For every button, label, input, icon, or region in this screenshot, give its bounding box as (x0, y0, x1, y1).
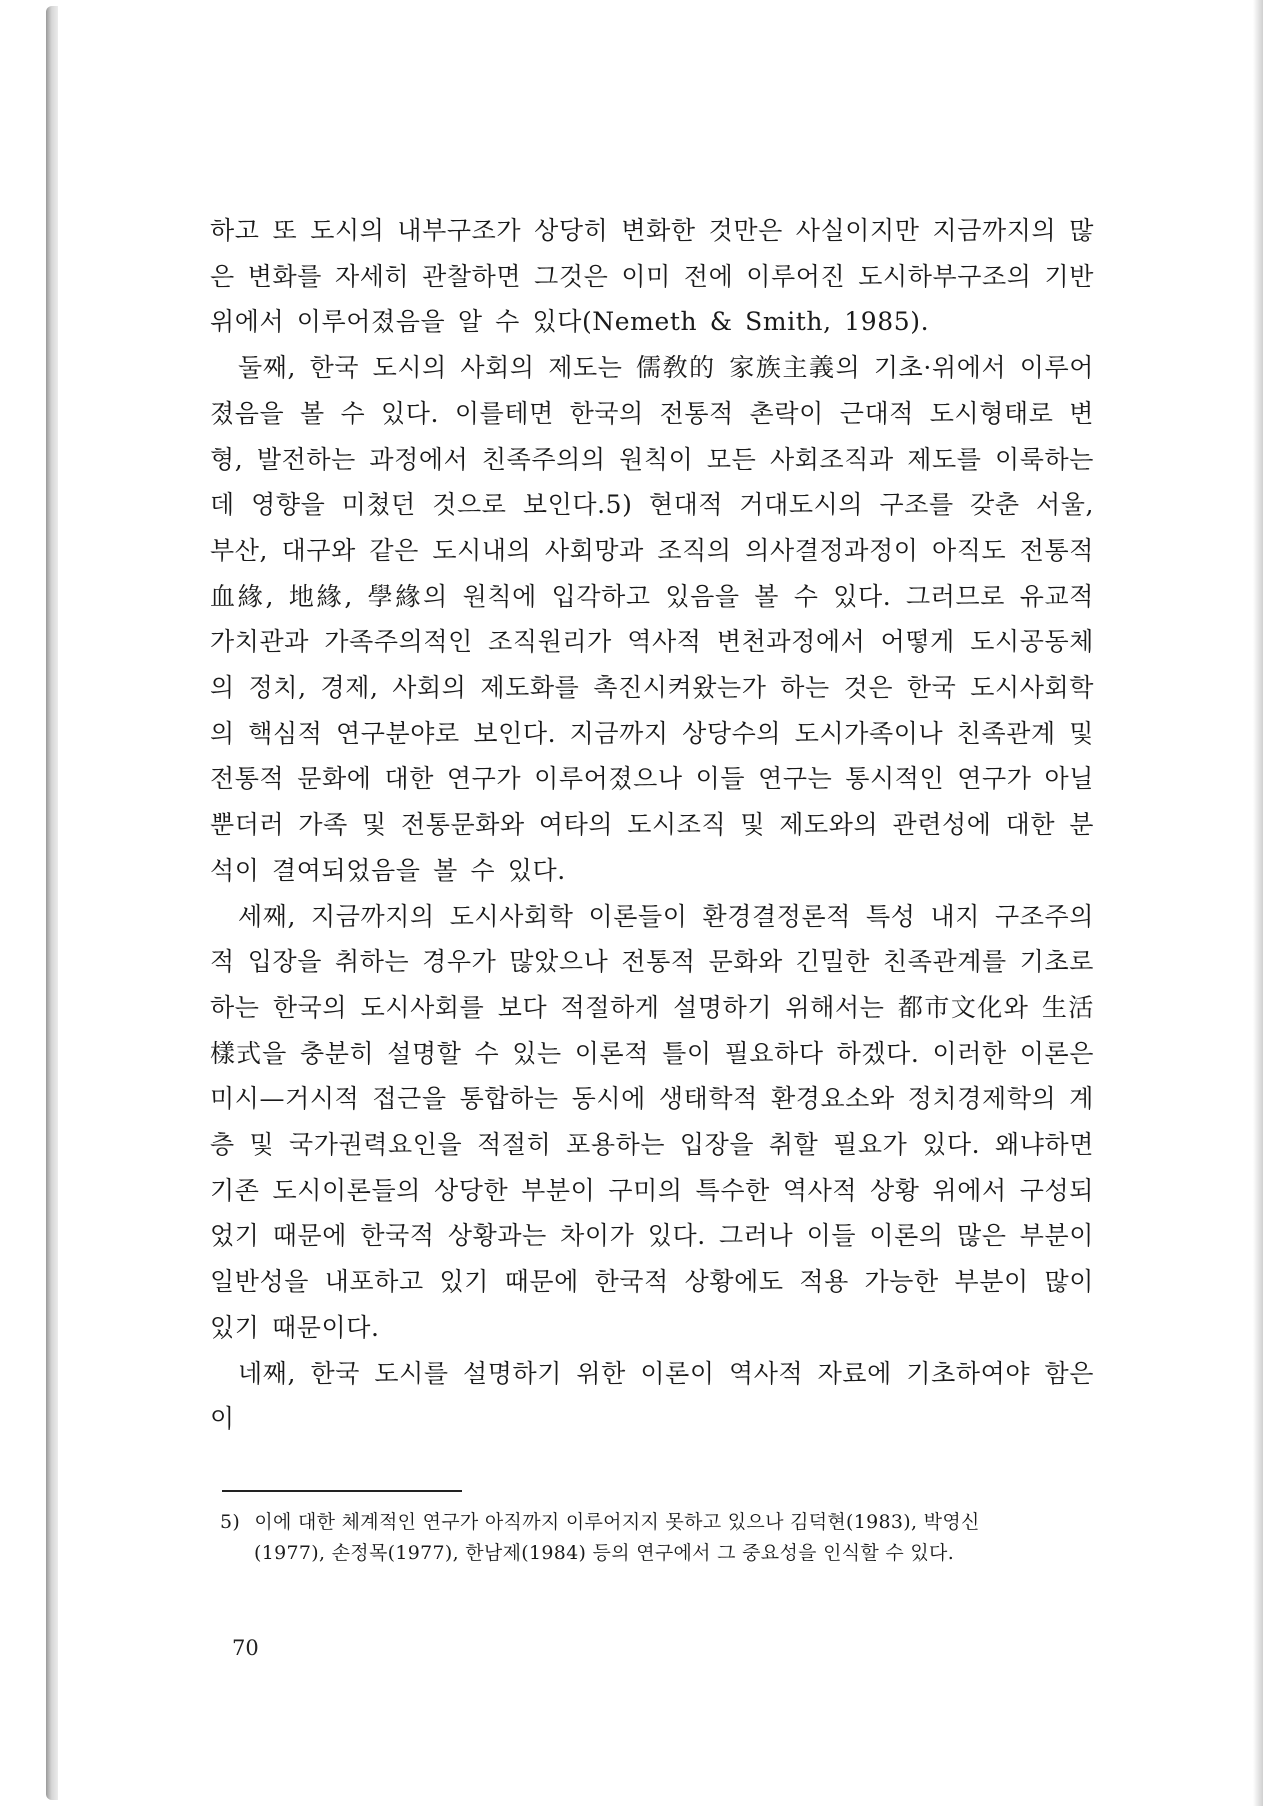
paragraph-2: 둘째, 한국 도시의 사회의 제도는 儒敎的 家族主義의 기초·위에서 이루어졌음을 볼 수 있다. 이를테면 한국의 전통적 촌락이 근대적 도시형태로 변형, 발전하는 과정에서 친족주의의 원칙이 모든 사회조직과 제도를 이룩하는데 영향을 미쳤던 것으로 보인다.5) 현대적 거대도시의 구조를 갖춘 서울, 부산, 대구와 같은 도시내의 사회망과 조직의 의사결정과정이 아직도 전통적 血緣, 地緣, 學緣의 원칙에 입각하고 있음을 볼 수 있다. 그러므로 유교적 가치관과 가족주의적인 조직원리가 역사적 변천과정에서 어떻게 도시공동체의 정치, 경제, 사회의 제도화를 촉진시켜왔는가 하는 것은 한국 도시사회학의 핵심적 연구분야로 보인다. 지금까지 상당수의 도시가족이나 친족관계 및 전통적 문화에 대한 연구가 이루어졌으나 이들 연구는 통시적인 연구가 아닐 뿐더러 가족 및 전통문화와 여타의 도시조직 및 제도와의 관련성에 대한 분석이 결여되었음을 볼 수 있다. (210, 353, 1094, 885)
footnote-line-2: (1977), 손정목(1977), 한남제(1984) 등의 연구에서 그 중요성을 인식할 수 있다. (254, 1542, 955, 1564)
page-edge-right (1253, 0, 1263, 1806)
body-text (210, 208, 1094, 1442)
paragraph-1: 하고 또 도시의 내부구조가 상당히 변화한 것만은 사실이지만 지금까지의 많은 변화를 자세히 관찰하면 그것은 이미 전에 이루어진 도시하부구조의 기반 위에서 이루어졌음을 알 수 있다(Nemeth & Smith, 1985). (210, 216, 1094, 337)
footnote-line-1 (220, 1507, 1100, 1538)
footnote (220, 1507, 1100, 1569)
page-number: 70 (232, 1636, 259, 1660)
footnote-text-1: 이에 대한 체계적인 연구가 아직까지 이루어지지 못하고 있으나 김덕현(1983), 박영신 (254, 1511, 980, 1533)
footnote-number: 5) (220, 1511, 241, 1533)
paragraph-3: 세째, 지금까지의 도시사회학 이론들이 환경결정론적 특성 내지 구조주의적 입장을 취하는 경우가 많았으나 전통적 문화와 긴밀한 친족관계를 기초로 하는 한국의 도시사회를 보다 적절하게 설명하기 위해서는 都市文化와 生活樣式을 충분히 설명할 수 있는 이론적 틀이 필요하다 하겠다. 이러한 이론은 미시—거시적 접근을 통합하는 동시에 생태학적 환경요소와 정치경제학의 계층 및 국가권력요인을 적절히 포용하는 입장을 취할 필요가 있다. 왜냐하면 기존 도시이론들의 상당한 부분이 구미의 특수한 역사적 상황 위에서 구성되었기 때문에 한국적 상황과는 차이가 있다. 그러나 이들 이론의 많은 부분이 일반성을 내포하고 있기 때문에 한국적 상황에도 적용 가능한 부분이 많이 있기 때문이다. (210, 901, 1094, 1342)
footnote-divider (222, 1490, 462, 1492)
paragraph-4: 네째, 한국 도시를 설명하기 위한 이론이 역사적 자료에 기초하여야 함은 이 (210, 1358, 1094, 1434)
